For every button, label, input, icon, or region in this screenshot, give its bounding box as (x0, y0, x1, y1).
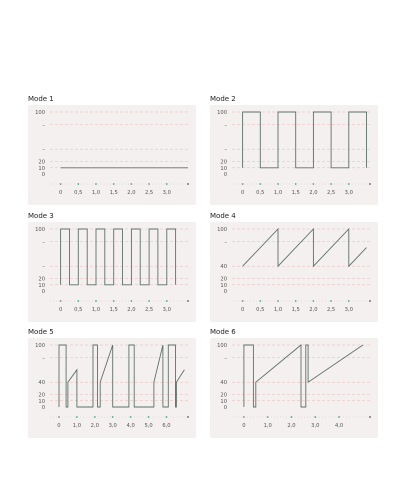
x-tick-dot (243, 416, 245, 418)
x-tick-label: 0,5 (74, 307, 83, 313)
y-tick-label: 0 (41, 405, 45, 411)
x-tick-dot (60, 300, 62, 302)
y-tick-label: 10 (220, 398, 227, 405)
x-tick-label: 0 (58, 190, 63, 196)
y-tick-label: 10 (38, 398, 45, 405)
x-tick-dot (338, 416, 340, 418)
plot-area (28, 338, 196, 438)
chart-title: Mode 2 (210, 95, 236, 103)
chart-svg (210, 105, 378, 205)
x-tick-dot (277, 300, 279, 302)
x-tick-label: 2,5 (144, 307, 154, 313)
y-tick-label: 0 (41, 172, 45, 178)
x-tick-label: 2,5 (326, 307, 336, 313)
x-tick-label: 3,0 (108, 423, 117, 429)
y-tick-label: – (224, 355, 227, 362)
x-tick-label: 0 (57, 423, 61, 429)
y-tick-label: – (42, 239, 45, 246)
x-tick-dot (166, 300, 168, 302)
x-tick-label: 0,5 (256, 190, 265, 196)
series-line (244, 345, 363, 407)
x-tick-dot (277, 183, 279, 185)
x-tick-label: 2,5 (326, 190, 336, 196)
x-tick-dot (77, 300, 79, 302)
x-tick-dot (112, 416, 114, 418)
y-tick-label: 20 (38, 276, 45, 283)
chart-svg (28, 105, 196, 205)
plot-area (210, 222, 378, 322)
x-axis-end-dot (187, 416, 189, 418)
x-tick-label: 2,0 (309, 307, 318, 313)
y-tick-label: 10 (38, 165, 45, 172)
y-tick-label: 100 (217, 227, 227, 233)
x-tick-label: 1,0 (273, 190, 283, 196)
x-tick-dot (95, 183, 97, 185)
x-tick-label: 1,5 (291, 190, 300, 196)
x-tick-label: 3,0 (162, 190, 171, 196)
y-tick-label: 100 (217, 110, 227, 116)
x-tick-dot (60, 183, 62, 185)
x-tick-label: 1,0 (72, 423, 82, 429)
y-tick-label: – (224, 239, 227, 246)
y-tick-label: 0 (223, 289, 227, 295)
x-axis-end-dot (369, 300, 371, 302)
x-tick-dot (259, 183, 261, 185)
x-tick-dot (259, 300, 261, 302)
y-tick-label: 100 (35, 343, 45, 349)
x-tick-dot (330, 183, 332, 185)
x-tick-dot (312, 183, 314, 185)
x-tick-dot (113, 183, 115, 185)
x-tick-label: 1,5 (109, 307, 118, 313)
x-tick-dot (95, 300, 97, 302)
x-tick-label: 1,0 (91, 190, 101, 196)
chart-title: Mode 5 (28, 328, 54, 336)
x-tick-dot (166, 416, 168, 418)
chart-panel-mode-4 (210, 212, 380, 324)
x-tick-label: 6,0 (162, 423, 171, 429)
x-tick-dot (113, 300, 115, 302)
x-tick-label: 4,0 (126, 423, 135, 429)
chart-panel-mode-1 (28, 95, 198, 207)
x-tick-dot (130, 300, 132, 302)
y-tick-label: – (42, 355, 45, 362)
x-tick-label: 1,0 (91, 307, 101, 313)
x-tick-label: 1,5 (291, 307, 300, 313)
x-tick-label: 2,0 (287, 423, 296, 429)
x-tick-dot (314, 416, 316, 418)
chart-svg (210, 222, 378, 322)
x-tick-label: 0,5 (74, 190, 83, 196)
x-axis-end-dot (369, 416, 371, 418)
x-tick-label: 2,0 (309, 190, 318, 196)
y-tick-label: 20 (38, 392, 45, 399)
chart-svg (28, 338, 196, 438)
x-tick-label: 0 (58, 307, 63, 313)
series-line (243, 229, 367, 266)
x-tick-dot (291, 416, 293, 418)
x-tick-dot (348, 183, 350, 185)
chart-svg (28, 222, 196, 322)
x-tick-label: 3,0 (344, 190, 353, 196)
x-tick-label: 4,0 (334, 423, 344, 429)
y-tick-label: 0 (223, 405, 227, 411)
x-tick-dot (94, 416, 96, 418)
x-tick-label: 1,5 (109, 190, 118, 196)
x-tick-label: 2,5 (144, 190, 154, 196)
plot-area (28, 222, 196, 322)
x-tick-dot (295, 183, 297, 185)
y-tick-label: 10 (38, 282, 45, 289)
x-tick-label: 0,5 (256, 307, 265, 313)
y-tick-label: 10 (220, 282, 227, 289)
y-tick-label: 20 (38, 159, 45, 166)
x-tick-dot (130, 183, 132, 185)
x-tick-dot (76, 416, 78, 418)
y-tick-label: – (224, 122, 227, 129)
x-tick-dot (77, 183, 79, 185)
chart-title: Mode 1 (28, 95, 54, 103)
x-tick-label: 0 (240, 307, 245, 313)
x-tick-label: 5,0 (144, 423, 153, 429)
x-tick-dot (148, 300, 150, 302)
y-tick-label: 10 (220, 165, 227, 172)
chart-title: Mode 3 (28, 212, 54, 220)
x-tick-label: 1,0 (273, 307, 283, 313)
chart-title: Mode 4 (210, 212, 236, 220)
series-line (59, 345, 184, 407)
plot-area (210, 105, 378, 205)
x-tick-label: 0 (242, 423, 246, 429)
x-tick-dot (130, 416, 132, 418)
x-tick-dot (242, 183, 244, 185)
x-tick-dot (148, 416, 150, 418)
chart-svg (210, 338, 378, 438)
chart-panel-mode-5 (28, 328, 198, 440)
x-tick-dot (166, 183, 168, 185)
x-tick-label: 0 (240, 190, 245, 196)
y-tick-label: 100 (35, 110, 45, 116)
x-tick-dot (312, 300, 314, 302)
x-tick-label: 1,0 (263, 423, 272, 429)
x-axis-end-dot (369, 183, 371, 185)
chart-panel-mode-2 (210, 95, 380, 207)
y-tick-label: 100 (35, 227, 45, 233)
x-tick-dot (295, 300, 297, 302)
x-tick-dot (242, 300, 244, 302)
plot-area (210, 338, 378, 438)
y-tick-label: 0 (41, 289, 45, 295)
series-line (243, 112, 367, 168)
x-tick-dot (148, 183, 150, 185)
x-tick-label: 2,0 (127, 190, 136, 196)
y-tick-label: 40 (220, 264, 227, 271)
chart-panel-mode-6 (210, 328, 380, 440)
x-tick-dot (267, 416, 269, 418)
x-tick-dot (330, 300, 332, 302)
y-tick-label: 20 (220, 392, 227, 399)
x-tick-label: 3,0 (344, 307, 353, 313)
x-tick-label: 2,0 (90, 423, 99, 429)
y-tick-label: 0 (223, 172, 227, 178)
y-tick-label: 20 (220, 159, 227, 166)
x-axis-end-dot (187, 183, 189, 185)
y-tick-label: – (42, 264, 45, 271)
y-tick-label: 100 (217, 343, 227, 349)
x-tick-label: 2,0 (127, 307, 136, 313)
x-tick-label: 3,0 (311, 423, 320, 429)
chart-title: Mode 6 (210, 328, 236, 336)
x-tick-label: 3,0 (162, 307, 171, 313)
y-tick-label: 20 (220, 276, 227, 283)
y-tick-label: 40 (220, 380, 227, 387)
y-tick-label: – (42, 122, 45, 129)
x-axis-end-dot (187, 300, 189, 302)
y-tick-label: 40 (38, 380, 45, 387)
y-tick-label: – (42, 147, 45, 154)
x-tick-dot (348, 300, 350, 302)
x-tick-dot (58, 416, 60, 418)
chart-panel-mode-3 (28, 212, 198, 324)
series-line (61, 229, 176, 285)
y-tick-label: – (224, 147, 227, 154)
plot-area (28, 105, 196, 205)
